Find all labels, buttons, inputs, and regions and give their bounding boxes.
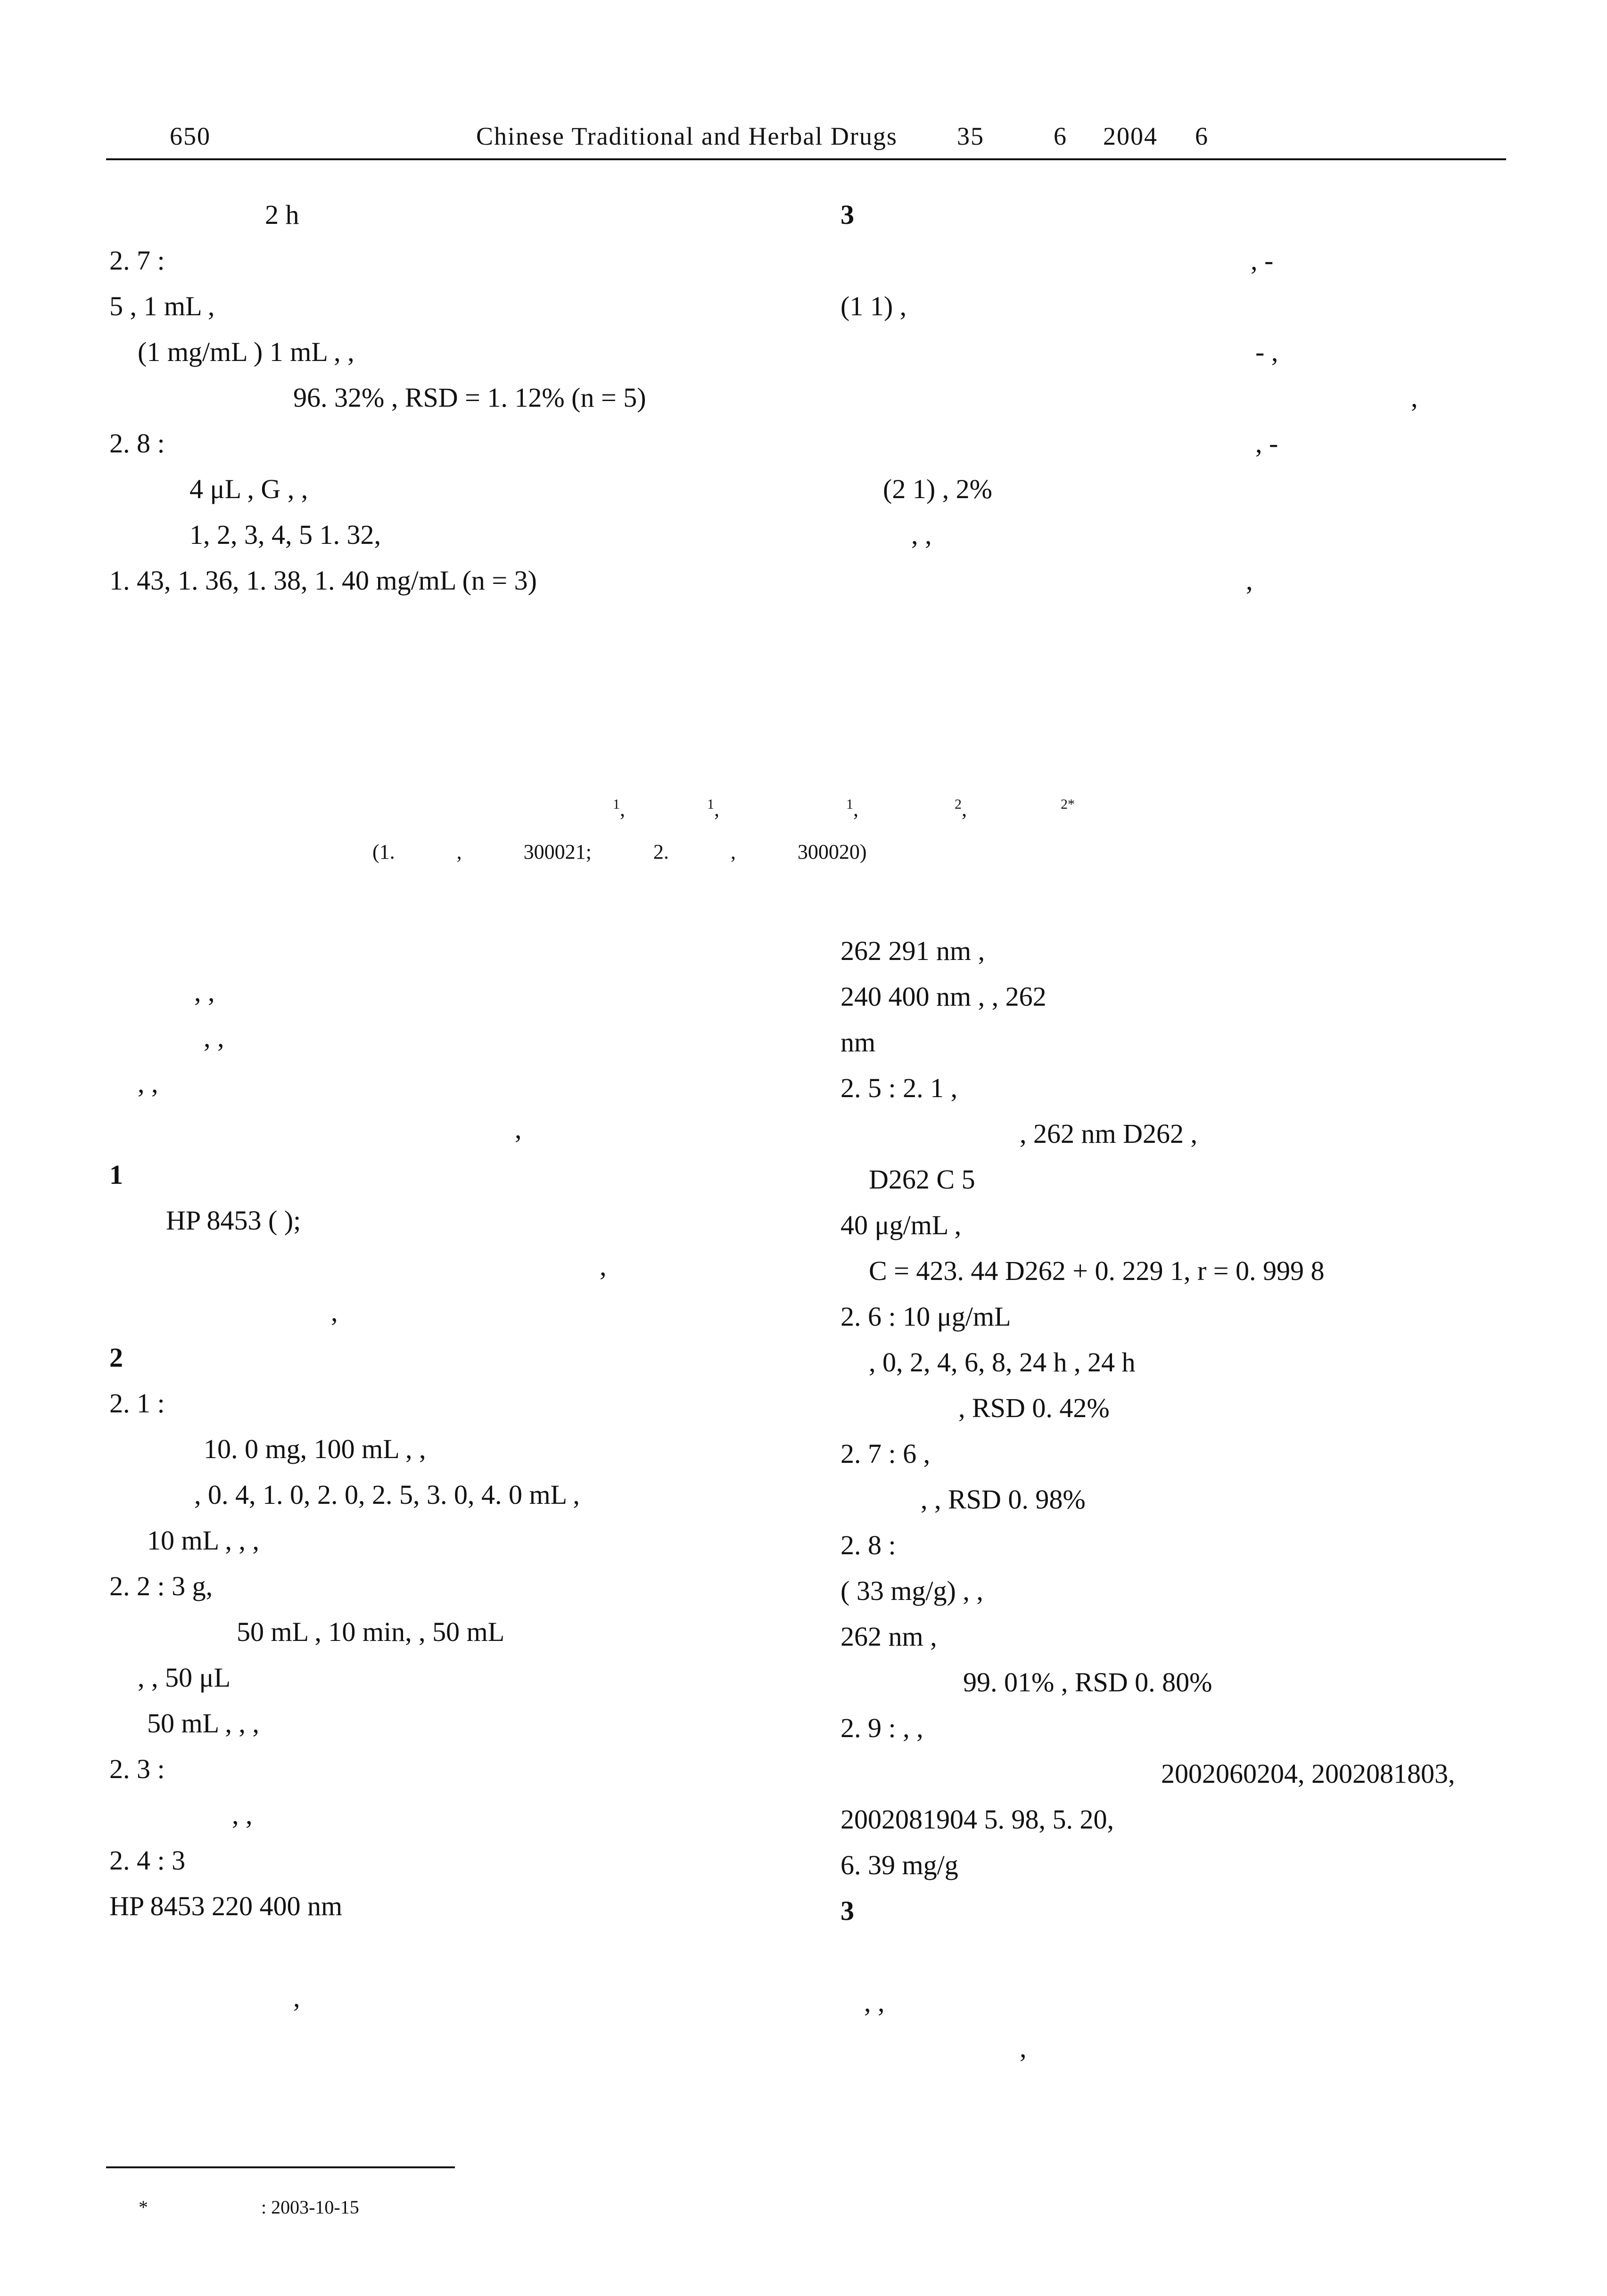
text-line: , 0. 4, 1. 0, 2. 0, 2. 5, 3. 0, 4. 0 mL , [194,1479,580,1510]
text-line: , , [204,1022,224,1053]
text-line: 4 μL , G , , [190,474,308,504]
text-line: 2. 1 : [109,1388,165,1419]
text-line: (1 mg/mL ) 1 mL , , [138,336,354,367]
journal-title: Chinese Traditional and Herbal Drugs [476,122,898,150]
text-line: , [293,1982,300,2013]
text-line: 2 h [265,199,299,230]
text-line: 2. 9 : , , [841,1713,923,1743]
text-line: , , [232,1799,253,1830]
month: 6 [1195,122,1209,150]
text-line: HP 8453 ( ); [166,1205,301,1236]
text-line: 2. 5 : 2. 1 , [841,1073,958,1103]
text-line: - , [1255,336,1278,367]
text-line: , [1411,382,1418,413]
footnote-text: : 2003-10-15 [261,2197,359,2218]
text-line: 240 400 nm , , 262 [841,981,1047,1012]
text-line: nm [841,1027,876,1058]
text-line: 50 mL , 10 min, , 50 mL [237,1616,505,1647]
text-line: , - [1255,428,1278,459]
text-line: , , 50 μL [138,1662,231,1693]
affiliation: (1. , 300021; 2. , 300020) [372,840,867,863]
text-line: (2 1) , 2% [883,474,992,504]
text-line: 1. 43, 1. 36, 1. 38, 1. 40 mg/mL (n = 3) [109,565,537,596]
text-line: HP 8453 220 400 nm [109,1891,343,1921]
text-line: 262 nm , [841,1621,937,1652]
author-marker: 1 [846,796,853,812]
text-line: C = 423. 44 D262 + 0. 229 1, r = 0. 999 8 [869,1255,1325,1286]
text-line: 2. 3 : [109,1754,165,1784]
footnote [139,2196,359,2218]
author-marker: 2 [955,796,962,812]
text-line: , RSD 0. 42% [958,1393,1110,1423]
year: 2004 [1103,122,1158,150]
text-line: 2. 4 : 3 [109,1845,186,1876]
footnote-rule [106,2166,455,2168]
text-line: , 0, 2, 4, 6, 8, 24 h , 24 h [869,1347,1136,1378]
section-heading: 1 [109,1159,123,1190]
author-marker: 1 [707,796,714,812]
volume-number: 35 [957,122,984,150]
text-line: 99. 01% , RSD 0. 80% [963,1667,1212,1697]
text-line: 2. 6 : 10 μg/mL [841,1301,1011,1332]
text-line: , 262 nm D262 , [1020,1118,1197,1149]
footnote-marker: * [139,2197,148,2218]
text-line: (1 1) , [841,291,907,321]
text-line: 2. 8 : [109,428,165,459]
text-line: , [600,1251,607,1281]
text-line: 2002060204, 2002081803, [1161,1758,1455,1789]
text-line: , , [138,1068,158,1099]
text-line: 262 291 nm , [841,935,985,966]
page-number: 650 [170,122,211,150]
section-heading: 3 [841,199,854,230]
text-line: , - [1251,245,1274,276]
text-line: 10 mL , , , [147,1525,259,1556]
text-line: , , RSD 0. 98% [921,1484,1086,1515]
text-line: 96. 32% , RSD = 1. 12% (n = 5) [293,382,646,413]
author-marker: 1 [613,796,620,812]
text-line: 6. 39 mg/g [841,1850,958,1880]
text-line: 2. 7 : [109,245,165,276]
text-line: , , [911,519,932,550]
text-line: , [331,1296,338,1327]
text-line: 2. 2 : 3 g, [109,1571,213,1601]
text-line: , , [864,1987,885,2017]
text-line: 2. 8 : [841,1530,896,1560]
text-line: , , [194,976,215,1007]
text-line: , [1020,2033,1027,2063]
text-line: 5 , 1 mL , [109,291,215,321]
text-line: 40 μg/mL , [841,1210,962,1240]
header-rule [106,158,1506,160]
text-line: D262 C 5 [869,1164,975,1195]
text-line: ( 33 mg/g) , , [841,1575,983,1606]
text-line: 2002081904 5. 98, 5. 20, [841,1804,1114,1835]
text-line: 10. 0 mg, 100 mL , , [204,1434,426,1464]
text-line: 50 mL , , , [147,1708,259,1738]
journal-page: 650 Chinese Traditional and Herbal Drugs 35 6 2004 6 2 h 2. 7 : 5 , 1 mL , (1 mg/mL ) 1 mL , , 96. 32% , RSD = 1. 12% (n = 5) 2. 8 : 4 μL , G , , 1, 2, 3, 4, 5 1. 32, 1. 43, 1. 36, 1. 38, 1. 40 mg/mL (n = 3) 3 , - (1 1) , - , , , - (2 1) , 2% , , , $^1$, $^1$, $^1$, $^2$, $^{2*}$ (1. , 300021; 2. , 300020) , , , , , , , 1 HP 8453 ( ); , , 2 2. 1 : 10. 0 mg, 100 mL , , , 0. 4, 1. 0, 2. 0, 2. 5, 3. 0, 4. 0 mL , 10 mL , , , 2. 2 : 3 g, 50 mL , 10 min, , 50 mL , , 50 μL 50 mL , , , 2. 3 : , , 2. 4 : 3 HP 8453 220 400 nm , 262 291 nm , 240 400 nm , , 262 nm 2. 5 : 2. 1 , , 262 nm D262 , D262 C 5 40 μg/mL , C = 423. 44 D262 + 0. 229 1, r = 0. 999 8 2. 6 : 10 μg/mL , 0, 2, 4, 6, 8, 24 h , 24 h , RSD 0. 42% 2. 7 : 6 , , , RSD 0. 98% 2. 8 : ( 33 mg/g) , , 262 nm , 99. 01% , RSD 0. 80% 2. 9 : , , 2002060204, 2002081803, 2002081904 5. 98, 5. 20, 6. 39 mg/g 3 , , , * : 2003-10-15 [0,0,1607,2296]
section-heading: 3 [841,1895,854,1926]
text-line: , [1246,565,1253,596]
section-heading: 2 [109,1342,123,1373]
text-line: , [515,1114,522,1144]
issue-number: 6 [1054,122,1067,150]
author-marker: 2* [1061,796,1075,812]
text-line: 2. 7 : 6 , [841,1438,931,1469]
text-line: 1, 2, 3, 4, 5 1. 32, [190,519,381,550]
